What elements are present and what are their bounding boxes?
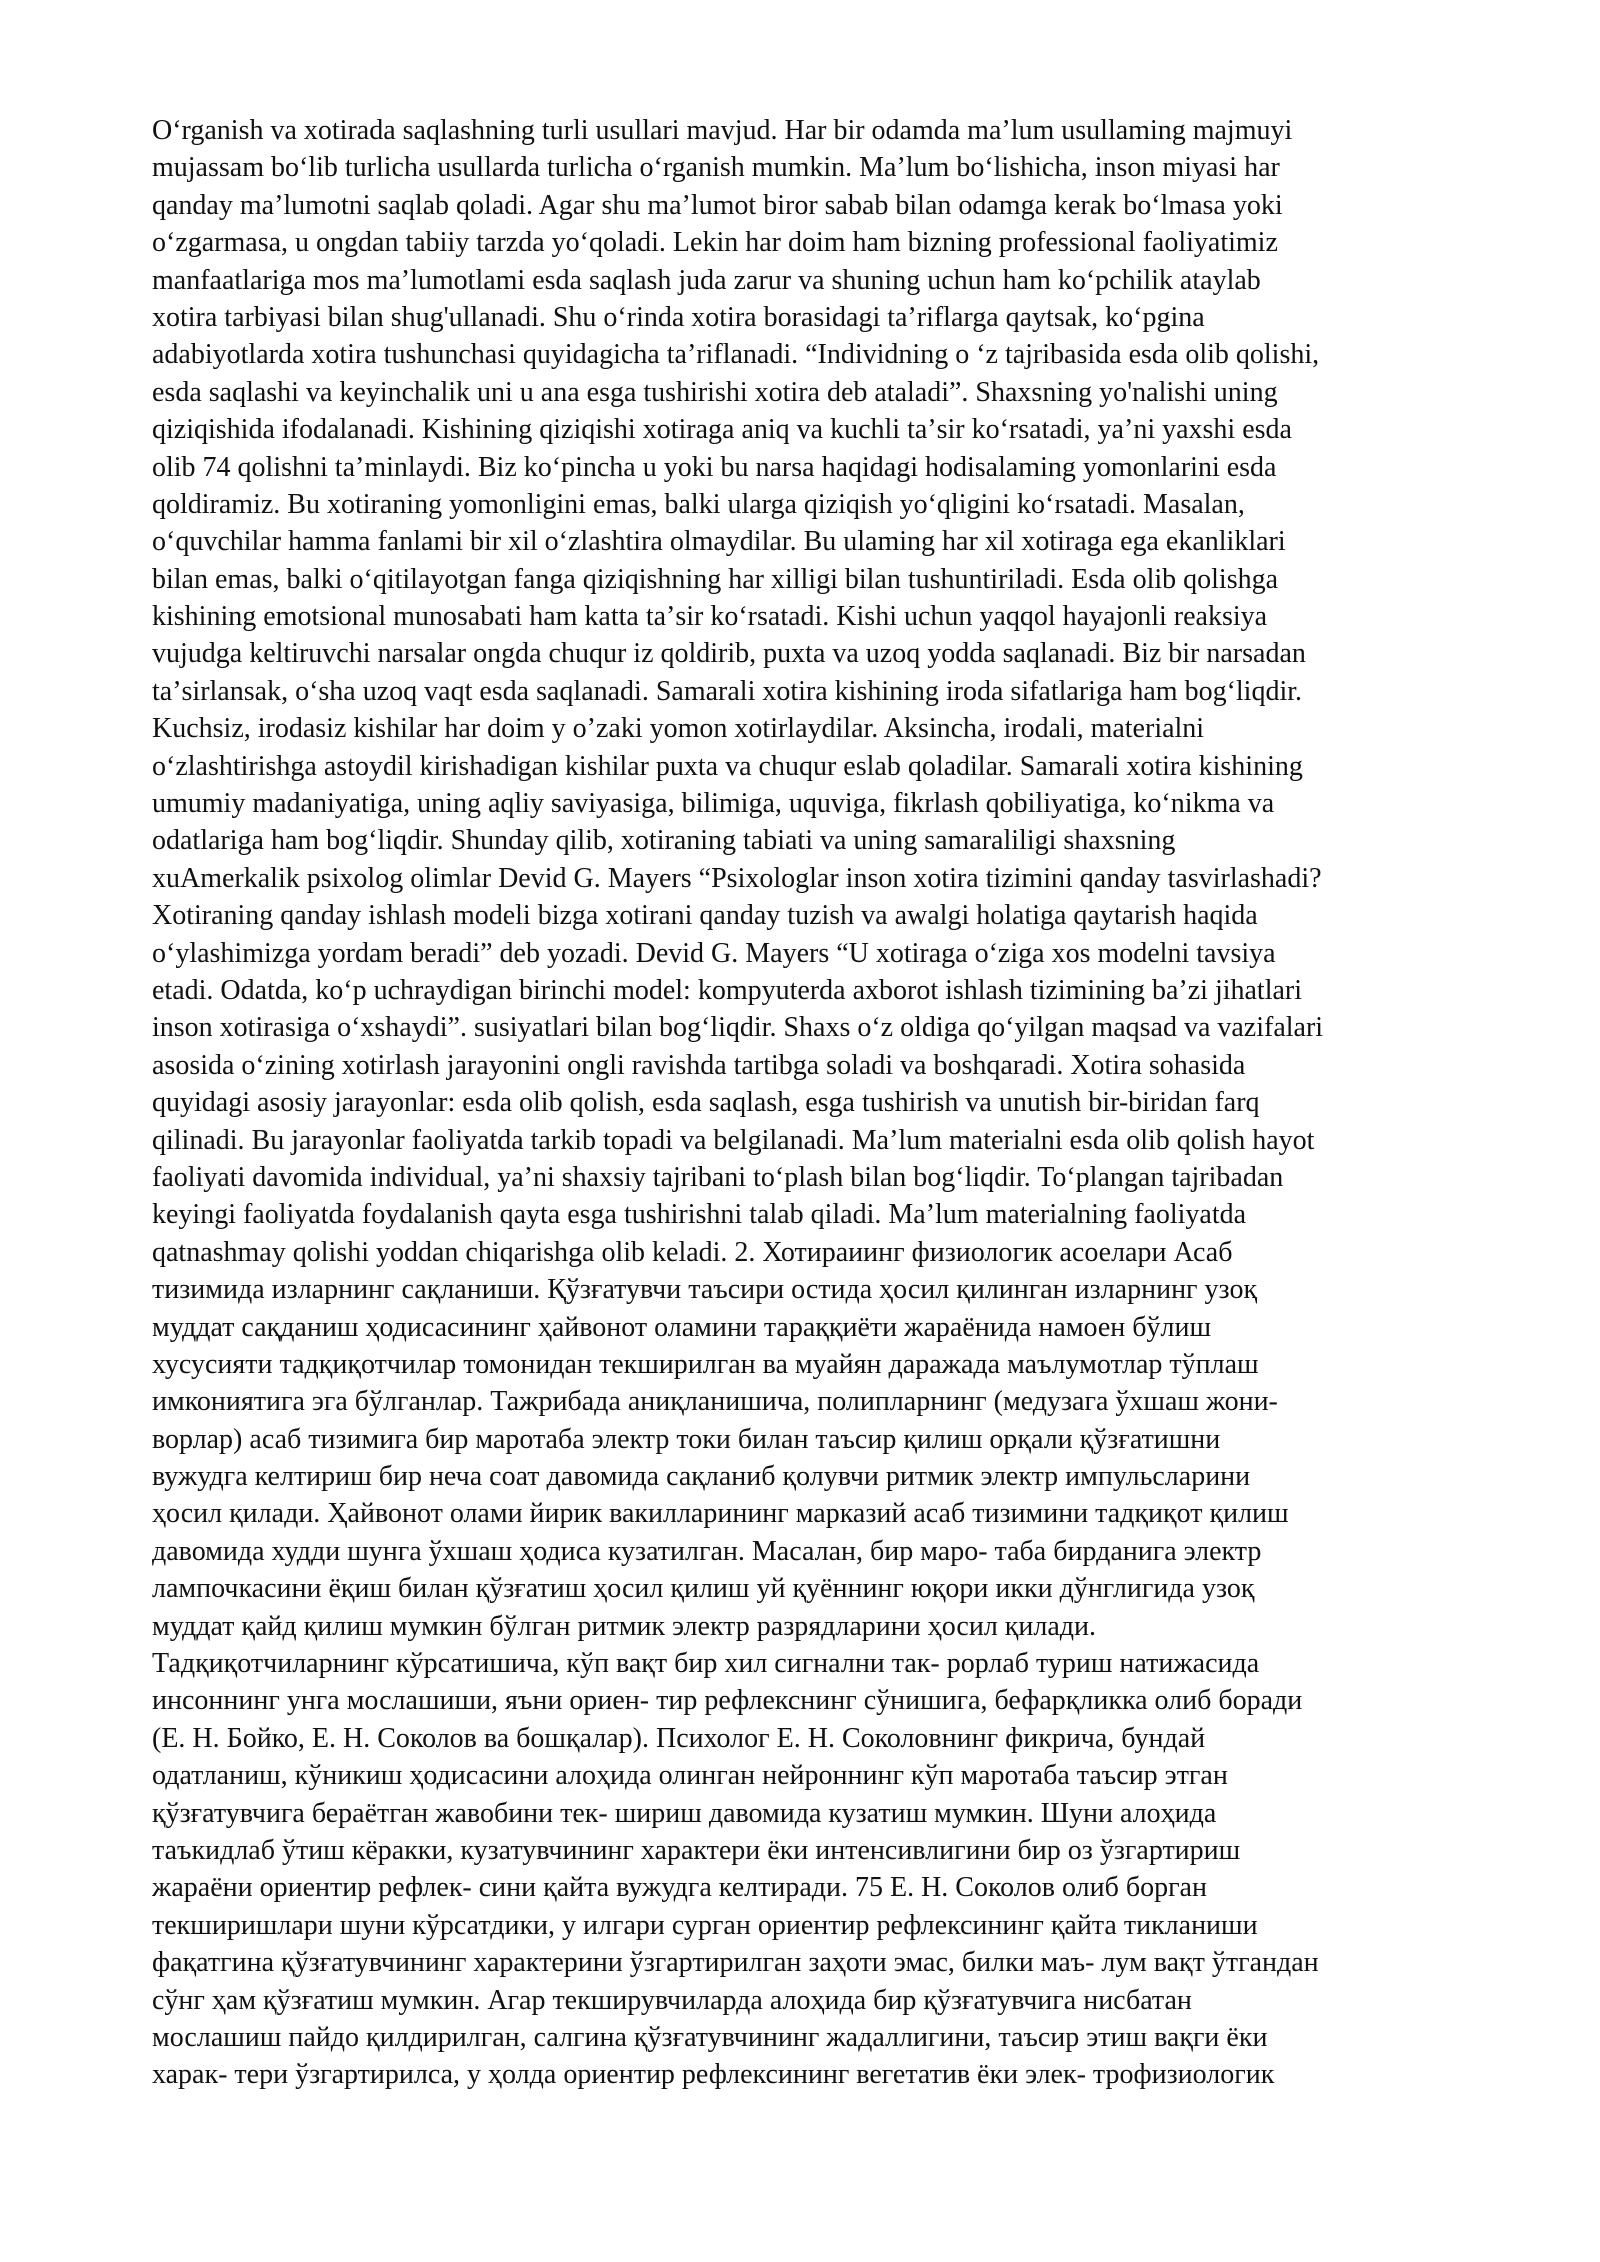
text-line: kishining emotsional munosabati ham katta taʼsir koʻrsatadi. Kishi uchun yaqqol hayajonli reaksiya	[152, 601, 1268, 633]
text-line: xuAmerkalik psixolog olimlar Devid G. Mayers “Psixologlar inson xotira tizimini qanday tasvirlashadi?	[152, 862, 1322, 894]
text-line: муддат сақданиш ҳодисасининг ҳайвонот оламини тараққиёти жараёнида намоен бўлиш	[152, 1311, 1212, 1343]
text-line: тизимида изларнинг сақланиши. Қўзғатувчи таъсири остида ҳосил қилинган изларнинг узоқ	[152, 1274, 1258, 1306]
text-line: Xotiraning qanday ishlash modeli bizga xotirani qanday tuzish va awalgi holatiga qaytarish haqida	[152, 900, 1258, 932]
text-line: давомида худди шунга ўхшаш ҳодиса кузатилган. Масалан, бир маро- таба бирданига электр	[152, 1535, 1262, 1567]
text-line: Kuchsiz, irodasiz kishilar har doim y o’zaki yomon xotirlaydilar. Aksincha, irodali, materialni	[152, 713, 1205, 745]
text-line: сўнг ҳам қўзғатиш мумкин. Агар текширувчиларда алоҳида бир қўзғатувчига нисбатан	[152, 1984, 1192, 2016]
text-line: bilan emas, balki oʻqitilayotgan fanga qiziqishning har xilligi bilan tushuntiriladi. Esda olib qolishga	[152, 563, 1279, 595]
text-line: Тадқиқотчиларнинг кўрсатишича, кўп вақт бир хил сигнални так- рорлаб туриш натижасида	[152, 1648, 1260, 1680]
text-line: mujassam boʻlib turlicha usullarda turlicha oʻrganish mumkin. Maʼlum boʻlishicha, inson miyasi har	[152, 152, 1280, 184]
text-line: quyidagi asosiy jarayonlar: esda olib qolish, esda saqlash, esga tushirish va unutish bir-biridan farq	[152, 1087, 1260, 1119]
text-line: qanday maʼlumotni saqlab qoladi. Agar shu maʼlumot biror sabab bilan odamga kerak boʻlmasa yoki	[152, 189, 1283, 221]
text-line: ҳосил қилади. Ҳайвонот олами йирик вакилларининг марказий асаб тизимини тадқиқот қилиш	[152, 1498, 1289, 1530]
text-line: муддат қайд қилиш мумкин бўлган ритмик электр разрядларини ҳосил қилади.	[152, 1610, 1097, 1642]
text-line: odatlariga ham bogʻliqdir. Shunday qilib, xotiraning tabiati va uning samaraliligi shaxsning	[152, 825, 1176, 857]
text-line: (Е. Н. Бойко, Е. Н. Соколов ва бошқалар). Психолог Е. Н. Соколовнинг фикрича, бундай	[152, 1722, 1206, 1754]
text-line: olib 74 qolishni taʼminlaydi. Biz koʻpincha u yoki bu narsa haqidagi hodisalaming yomonlarini esda	[152, 451, 1277, 483]
text-line: keyingi faoliyatda foydalanish qayta esga tushirishni talab qiladi. Maʼlum materialning faoliyatda	[152, 1199, 1247, 1231]
text-line: таъкидлаб ўтиш кёракки, кузатувчининг характери ёки интенсивлигини бир оз ўзгартириш	[152, 1834, 1241, 1866]
text-line: vujudga keltiruvchi narsalar ongda chuqur iz qoldirib, puxta va uzoq yodda saqlanadi. Biz bir narsadan	[152, 638, 1306, 670]
text-line: asosida oʻzining xotirlash jarayonini ongli ravishda tartibga soladi va boshqaradi. Xotira sohasida	[152, 1049, 1246, 1081]
text-line: oʻquvchilar hamma fanlami bir xil oʻzlashtira olmaydilar. Bu ulaming har xil xotiraga ega ekanliklari	[152, 526, 1286, 558]
text-line: одатланиш, кўникиш ҳодисасини алоҳида олинган нейроннинг кўп маротаба таъсир этган	[152, 1760, 1228, 1792]
text-line: adabiyotlarda xotira tushunchasi quyidagicha taʼriflanadi. “Individning o ‘z tajribasida esda olib qolishi,	[152, 339, 1320, 371]
text-line: taʼsirlansak, oʻsha uzoq vaqt esda saqlanadi. Samarali xotira kishining iroda sifatlariga ham bogʻliqdir.	[152, 675, 1303, 707]
text-line: текширишлари шуни кўрсатдики, у илгари сурган ориентир рефлексининг қайта тикланиши	[152, 1909, 1258, 1941]
text-line: esda saqlashi va keyinchalik uni u ana esga tushirishi xotira deb ataladi”. Shaxsning yo'nalishi uning	[152, 376, 1278, 408]
text-line: etadi. Odatda, koʻp uchraydigan birinchi model: kompyuterda axborot ishlash tizimining baʼzi jihatlari	[152, 974, 1303, 1006]
text-line: харак- тери ўзгартирилса, у ҳолда ориентир рефлексининг вегетатив ёки элек- трофизиологик	[152, 2059, 1275, 2091]
text-line: лампочкасини ёқиш билан қўзғатиш ҳосил қилиш уй қуённинг юқори икки дўнглигида узоқ	[152, 1573, 1255, 1605]
text-line: фақатгина қўзғатувчининг характерини ўзгартирилган заҳоти эмас, билки маъ- лум вақт ўтгандан	[152, 1947, 1319, 1979]
text-line: Oʻrganish va xotirada saqlashning turli usullari mavjud. Har bir odamda maʼlum usullaming majmuyi	[152, 115, 1293, 146]
text-line: хусусияти тадқиқотчилар томонидан текширилган ва муайян даражада маълумотлар тўплаш	[152, 1348, 1259, 1380]
text-line: oʻzlashtirishga astoydil kirishadigan kishilar puxta va chuqur eslab qoladilar. Samarali xotira kishining	[152, 750, 1303, 782]
text-line: inson xotirasiga oʻxshaydi”. susiyatlari bilan bogʻliqdir. Shaxs oʻz oldiga qoʻyilgan maqsad va vazifalari	[152, 1012, 1324, 1044]
text-line: qilinadi. Bu jarayonlar faoliyatda tarkib topadi va belgilanadi. Maʼlum materialni esda olib qolish hayot	[152, 1124, 1315, 1156]
text-line: qoldiramiz. Bu xotiraning yomonligini emas, balki ularga qiziqish yoʻqligini koʻrsatadi. Masalan,	[152, 488, 1245, 520]
text-line: oʻzgarmasa, u ongdan tabiiy tarzda yoʻqoladi. Lekin har doim ham bizning professional faoliyatimiz	[152, 227, 1278, 259]
document-page	[152, 112, 1512, 2094]
text-line: umumiy madaniyatiga, uning aqliy saviyasiga, bilimiga, uquviga, fikrlash qobiliyatiga, koʻnikma va	[152, 788, 1275, 820]
text-line: имкониятига эга бўлганлар. Тажрибада аниқланишича, полипларнинг (медузага ўхшаш жони-	[152, 1386, 1278, 1418]
text-line: faoliyati davomida individual, yaʼni shaxsiy tajribani toʻplash bilan bogʻliqdir. Toʻplangan tajribadan	[152, 1161, 1284, 1193]
text-line: oʻylashimizga yordam beradi” deb yozadi. Devid G. Mayers “U xotiraga oʻziga xos modelni tavsiya	[152, 937, 1276, 969]
text-line: manfaatlariga mos maʼlumotlami esda saqlash juda zarur va shuning uchun ham koʻpchilik ataylab	[152, 264, 1261, 296]
text-line: жараёни ориентир рефлек- сини қайта вужудга келтиради. 75 Е. Н. Соколов олиб борган	[152, 1872, 1207, 1904]
text-line: қўзғатувчига бераётган жавобини тек- шириш давомида кузатиш мумкин. Шуни алоҳида	[152, 1797, 1217, 1829]
text-line: инсоннинг унга мослашиши, яъни ориен- тир рефлекснинг сўнишига, бефарқликка олиб боради	[152, 1685, 1303, 1717]
text-line: qiziqishida ifodalanadi. Kishining qiziqishi xotiraga aniq va kuchli taʼsir koʻrsatadi, yaʼni yaxshi esda	[152, 414, 1292, 446]
text-line: qatnashmay qolishi yoddan chiqarishga olib keladi. 2. Хотираиинг физиологик асоелари Асаб	[152, 1236, 1233, 1268]
text-line: xotira tarbiyasi bilan shug'ullanadi. Shu oʻrinda xotira borasidagi taʼriflarga qaytsak, koʻpgina	[152, 301, 1205, 333]
text-line: ворлар) асаб тизимига бир маротаба электр токи билан таъсир қилиш орқали қўзғатишни	[152, 1423, 1221, 1455]
text-line: мослашиш пайдо қилдирилган, салгина қўзғатувчининг жадаллигини, таъсир этиш вақги ёки	[152, 2021, 1268, 2053]
text-line: вужудга келтириш бир неча соат давомида сақланиб қолувчи ритмик электр импульсларини	[152, 1461, 1251, 1493]
